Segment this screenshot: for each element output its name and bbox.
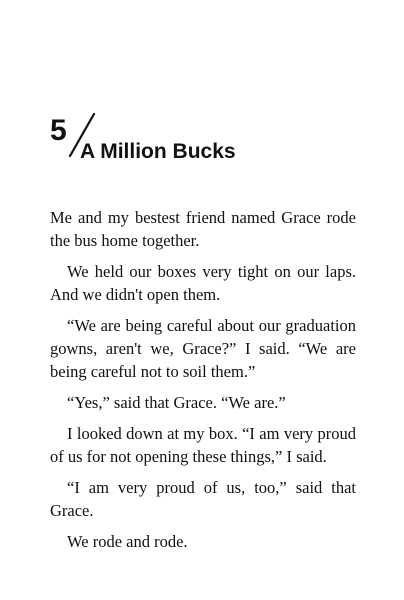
paragraph: We held our boxes very tight on our laps. And we didn't open them.: [50, 262, 356, 304]
paragraph: “Yes,” said that Grace. “We are.”: [67, 393, 286, 412]
paragraph: “We are being careful about our graduation gowns, aren't we, Grace?” I said. “We are being careful not to soil them.”: [50, 316, 356, 381]
paragraph: I looked down at my box. “I am very proud of us for not opening these things,” I said.: [50, 424, 356, 466]
chapter-title: A Million Bucks: [80, 140, 236, 163]
paragraph: Me and my bestest friend named Grace rode the bus home together.: [50, 208, 356, 250]
paragraph: We rode and rode.: [67, 532, 188, 551]
chapter-number: 5: [50, 114, 67, 147]
paragraph: “I am very proud of us, too,” said that Grace.: [50, 478, 356, 520]
chapter-body: [50, 206, 356, 561]
chapter-heading: [50, 112, 290, 168]
